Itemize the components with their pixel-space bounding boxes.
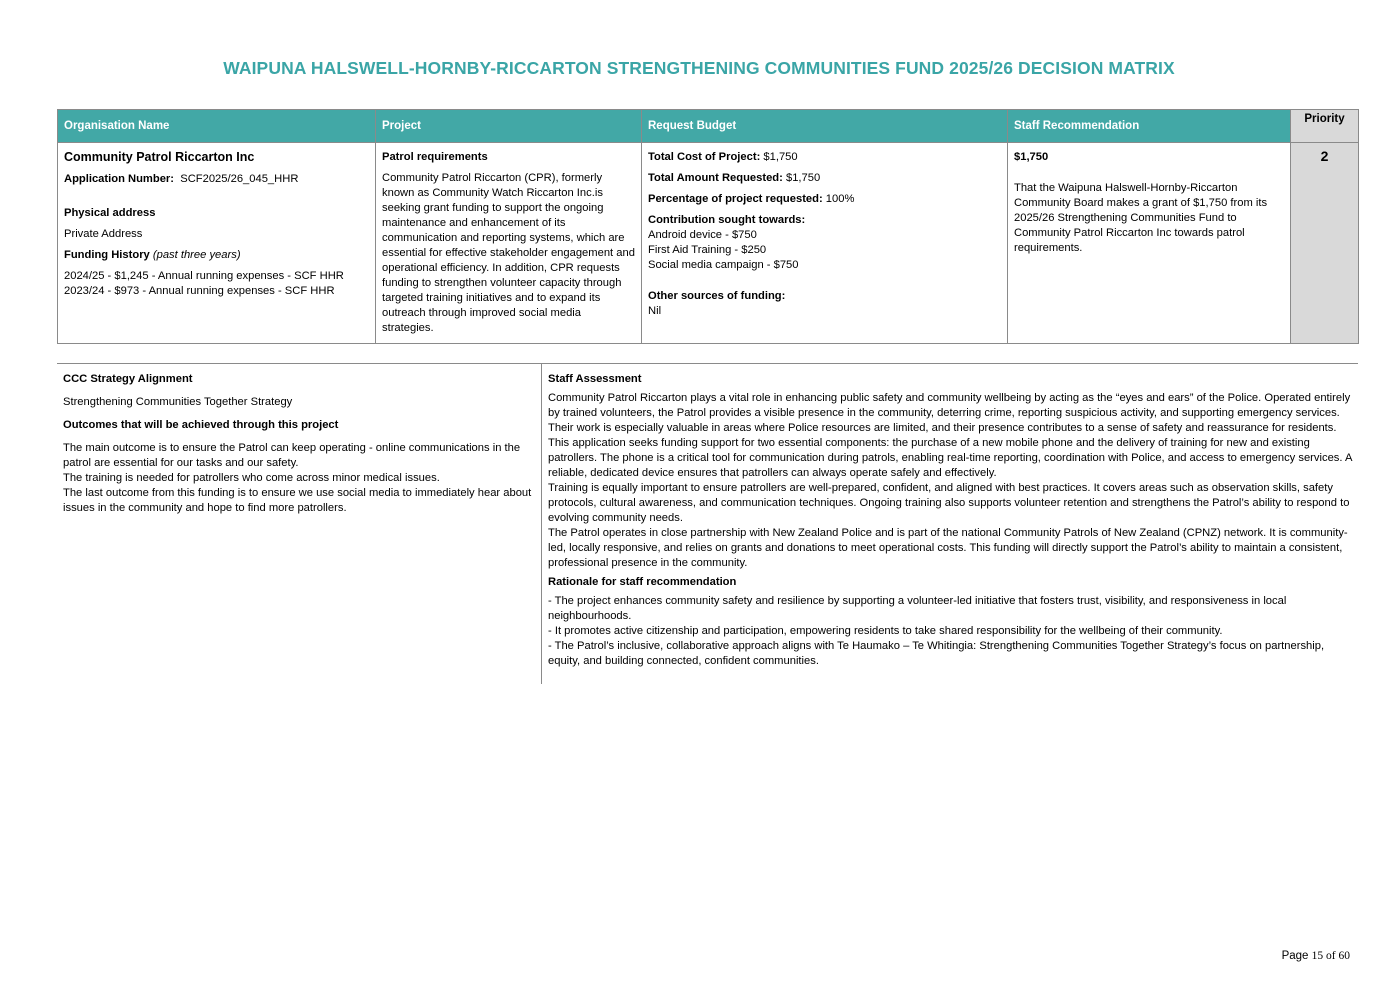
organisation-name: Community Patrol Riccarton Inc xyxy=(64,150,255,164)
physical-address-value: Private Address xyxy=(64,228,143,240)
outcomes-heading: Outcomes that will be achieved through this project xyxy=(63,419,339,431)
contribution-label: Contribution sought towards: xyxy=(648,214,806,226)
total-requested-value: $1,750 xyxy=(782,172,821,184)
page-title: WAIPUNA HALSWELL-HORNBY-RICCARTON STRENGTHENING COMMUNITIES FUND 2025/26 DECISION MATRIX xyxy=(223,58,1175,78)
header-request-budget: Request Budget xyxy=(642,110,1008,143)
application-number-value: SCF2025/26_045_HHR xyxy=(174,173,299,185)
page-number xyxy=(1282,950,1350,962)
funding-history-item: 2024/25 - $1,245 - Annual running expenses - SCF HHR xyxy=(64,270,344,282)
contribution-item: First Aid Training - $250 xyxy=(648,244,767,256)
assessment-paragraph: This application seeks funding support for two essential components: the purchase of a new mobile phone and the delivery of training for new and existing patrollers. The phone is a critical tool for communication during patrols, enabling real-time reporting, coordination with Police, and access to emergency services. A reliable, dedicated device ensures that patrollers can always operate safely and effectively. xyxy=(548,437,1352,479)
percentage-label: Percentage of project requested: xyxy=(648,193,823,205)
header-staff-recommendation: Staff Recommendation xyxy=(1008,110,1291,143)
strategy-alignment-column xyxy=(57,364,547,516)
total-cost xyxy=(648,150,1001,165)
header-project: Project xyxy=(376,110,642,143)
total-cost-value: $1,750 xyxy=(760,151,798,163)
page-current: 15 xyxy=(1311,950,1324,962)
header-organisation-name: Organisation Name xyxy=(58,110,376,143)
recommendation-text: That the Waipuna Halswell-Hornby-Riccarton Community Board makes a grant of $1,750 from its 2025/26 Strengthening Communities Fund to Community Patrol Riccarton Inc towards patrol requirements. xyxy=(1014,182,1268,254)
total-requested-label: Total Amount Requested: xyxy=(648,172,783,184)
organisation-cell xyxy=(58,143,376,344)
outcome-item: The training is needed for patrollers who come across minor medical issues. xyxy=(63,472,440,484)
total-cost-label: Total Cost of Project: xyxy=(648,151,761,163)
assessment-paragraph: The Patrol operates in close partnership with New Zealand Police and is part of the national Community Patrols of New Zealand (CPNZ) network. It is community-led, locally responsive, and relies on grants and donations to meet operational costs. This funding will directly support the Patrol’s ability to maintain a consistent, professional presence in the community. xyxy=(548,527,1348,569)
application-number-label: Application Number: xyxy=(64,173,175,185)
page-total: of 60 xyxy=(1323,950,1350,962)
matrix-row xyxy=(58,143,1359,344)
funding-history-label: Funding History xyxy=(64,249,150,261)
assessment-paragraph: Community Patrol Riccarton plays a vital role in enhancing public safety and community wellbeing by acting as the “eyes and ears” of the Police. Operated entirely by trained volunteers, the Patrol provides a visible presence in the community, deterring crime, reporting suspicious activity, and supporting emergency services. Their work is especially valuable in areas where Police resources are limited, and their presence contributes to a sense of safety and reassurance for residents. xyxy=(548,392,1351,434)
project-title: Patrol requirements xyxy=(382,151,488,163)
assessment-paragraph: Training is equally important to ensure patrollers are well-prepared, confident, and aligned with best practices. It covers areas such as observation skills, safety protocols, cultural awareness, and communication techniques. Ongoing training also supports volunteer retention and strengthens the Patrol’s ability to respond to evolving community needs. xyxy=(548,482,1350,524)
staff-recommendation-cell xyxy=(1008,143,1291,344)
funding-history-item: 2023/24 - $973 - Annual running expenses - SCF HHR xyxy=(64,285,335,297)
rationale-item: - The Patrol’s inclusive, collaborative approach aligns with Te Haumako – Te Whitingia: Strengthening Communities Together Strategy’s focus on partnership, equity, and building connected, confident communities. xyxy=(548,640,1325,667)
contribution-item: Social media campaign - $750 xyxy=(648,259,799,271)
physical-address-label: Physical address xyxy=(64,207,156,219)
percentage-value: 100% xyxy=(822,193,855,205)
outcome-item: The last outcome from this funding is to ensure we use social media to immediately hear about issues in the community and hope to find more patrollers. xyxy=(63,487,532,514)
request-budget-cell xyxy=(642,143,1008,344)
recommended-amount: $1,750 xyxy=(1014,151,1049,163)
matrix-header-row xyxy=(58,110,1359,143)
outcome-item: The main outcome is to ensure the Patrol can keep operating - online communications in the patrol are essential for our tasks and our safety. xyxy=(63,442,521,469)
rationale-heading: Rationale for staff recommendation xyxy=(548,576,737,588)
rationale-item: - It promotes active citizenship and participation, empowering residents to take shared responsibility for the wellbeing of their community. xyxy=(548,625,1223,637)
strategy-name: Strengthening Communities Together Strategy xyxy=(63,396,293,408)
priority-cell xyxy=(1291,143,1359,344)
staff-assessment-heading: Staff Assessment xyxy=(548,373,642,385)
percentage-requested xyxy=(648,192,1001,207)
strategy-alignment-heading: CCC Strategy Alignment xyxy=(63,373,193,385)
project-cell xyxy=(376,143,642,344)
application-number xyxy=(64,172,369,187)
funding-history-heading xyxy=(64,248,369,263)
decision-matrix-table xyxy=(57,109,1359,344)
staff-assessment-column xyxy=(541,364,1359,684)
other-funding-value: Nil xyxy=(648,305,662,317)
page-label: Page xyxy=(1281,950,1312,962)
funding-history-note: (past three years) xyxy=(149,249,241,261)
assessment-section xyxy=(57,363,1358,684)
project-description: Community Patrol Riccarton (CPR), formerly known as Community Watch Riccarton Inc.is seeking grant funding to support the ongoing maintenance and enhancement of its communication and reporting systems, which are essential for effective stakeholder engagement and operational efficiency. In addition, CPR requests funding to strengthen volunteer capacity through targeted training initiatives and to expand its outreach through improved social media strategies. xyxy=(382,172,635,334)
rationale-item: - The project enhances community safety and resilience by supporting a volunteer-led initiative that fosters trust, visibility, and responsiveness in local neighbourhoods. xyxy=(548,595,1287,622)
header-priority: Priority xyxy=(1291,110,1359,143)
total-requested xyxy=(648,171,1001,186)
other-funding-label: Other sources of funding: xyxy=(648,290,786,302)
priority-value: 2 xyxy=(1320,148,1329,164)
contribution-item: Android device - $750 xyxy=(648,229,757,241)
